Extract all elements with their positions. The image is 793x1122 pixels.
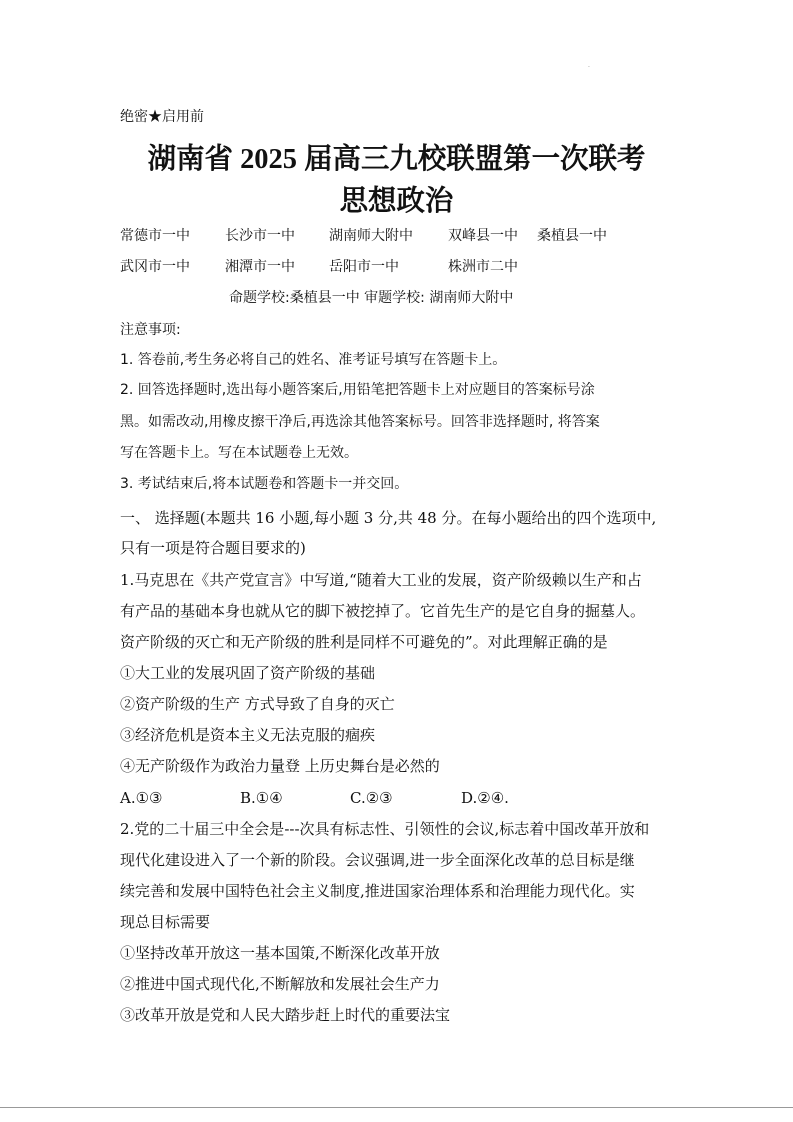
note-item: 2. 回答选择题时,选出每小题答案后,用铅笔把答题卡上对应题目的答案标号涂	[120, 382, 595, 398]
page-bottom-divider	[0, 1107, 793, 1108]
note-item: 1. 答卷前,考生务必将自己的姓名、准考证号填写在答题卡上。	[120, 352, 507, 368]
note-item: 黑。如需改动,用橡皮擦干净后,再选涂其他答案标号。回答非选择题时, 将答案	[120, 414, 600, 430]
note-item: 写在答题卡上。写在本试题卷上无效。	[120, 445, 358, 461]
school-name: 武冈市一中	[120, 259, 190, 275]
question-2-stem: 2.党的二十届三中全会是---次具有标志性、引领性的会议,标志着中国改革开放和	[120, 820, 650, 838]
school-name: 长沙市一中	[225, 228, 295, 244]
school-name: 岳阳市一中	[329, 259, 399, 275]
question-2-stem: 现代化建设进入了一个新的阶段。会议强调,进一步全面深化改革的总目标是继	[120, 851, 635, 869]
notes-heading: 注意事项:	[120, 322, 181, 338]
option-b: B.①④	[240, 789, 283, 807]
question-1-statement: ③经济危机是资本主义无法克服的痼疾	[120, 726, 376, 744]
question-2-stem: 现总目标需要	[120, 913, 211, 931]
school-name: 双峰县一中	[448, 228, 518, 244]
section-heading: 只有一项是符合题目要求的)	[120, 539, 306, 557]
page-dot: .	[588, 62, 590, 69]
option-a: A.①③	[120, 789, 163, 807]
question-1-statement: ②资产阶级的生产 方式导致了自身的灭亡	[120, 695, 395, 713]
note-item: 3. 考试结束后,将本试题卷和答题卡一并交回。	[120, 476, 409, 492]
question-1-stem: 有产品的基础本身也就从它的脚下被挖掉了。它首先生产的是它自身的掘墓人。	[120, 602, 646, 620]
question-1-stem: 资产阶级的灭亡和无产阶级的胜利是同样不可避免的”。对此理解正确的是	[120, 633, 608, 651]
question-1-statement: ④无产阶级作为政治力量登 上历史舞台是必然的	[120, 757, 440, 775]
section-heading: 一、 选择题(本题共 16 小题,每小题 3 分,共 48 分。在每小题给出的四个选项中,	[120, 509, 657, 527]
question-2-statement: ②推进中国式现代化,不断解放和发展社会生产力	[120, 975, 440, 993]
question-2-statement: ③改革开放是党和人民大踏步赶上时代的重要法宝	[120, 1006, 451, 1024]
subject-title: 思想政治	[339, 186, 454, 217]
school-name: 湘潭市一中	[225, 259, 295, 275]
school-name: 常德市一中	[120, 228, 190, 244]
option-c: C.②③	[350, 789, 393, 807]
school-name: 桑植县一中	[537, 228, 607, 244]
exam-title: 湖南省 2025 届高三九校联盟第一次联考	[147, 144, 646, 175]
question-1-stem: 1.马克思在《共产党宣言》中写道,“随着大工业的发展，资产阶级赖以生产和占	[120, 571, 642, 589]
option-d: D.②④.	[461, 789, 509, 807]
school-name: 湖南师大附中	[329, 228, 413, 244]
question-2-stem: 续完善和发展中国特色社会主义制度,推进国家治理体系和治理能力现代化。实	[120, 882, 635, 900]
question-2-statement: ①坚持改革开放这一基本国策,不断深化改革开放	[120, 944, 440, 962]
school-name: 株洲市二中	[448, 259, 518, 275]
question-1-statement: ①大工业的发展巩固了资产阶级的基础	[120, 664, 376, 682]
setter-schools: 命题学校:桑植县一中 审题学校: 湖南师大附中	[229, 290, 514, 306]
confidential-label: 绝密★启用前	[120, 109, 204, 125]
